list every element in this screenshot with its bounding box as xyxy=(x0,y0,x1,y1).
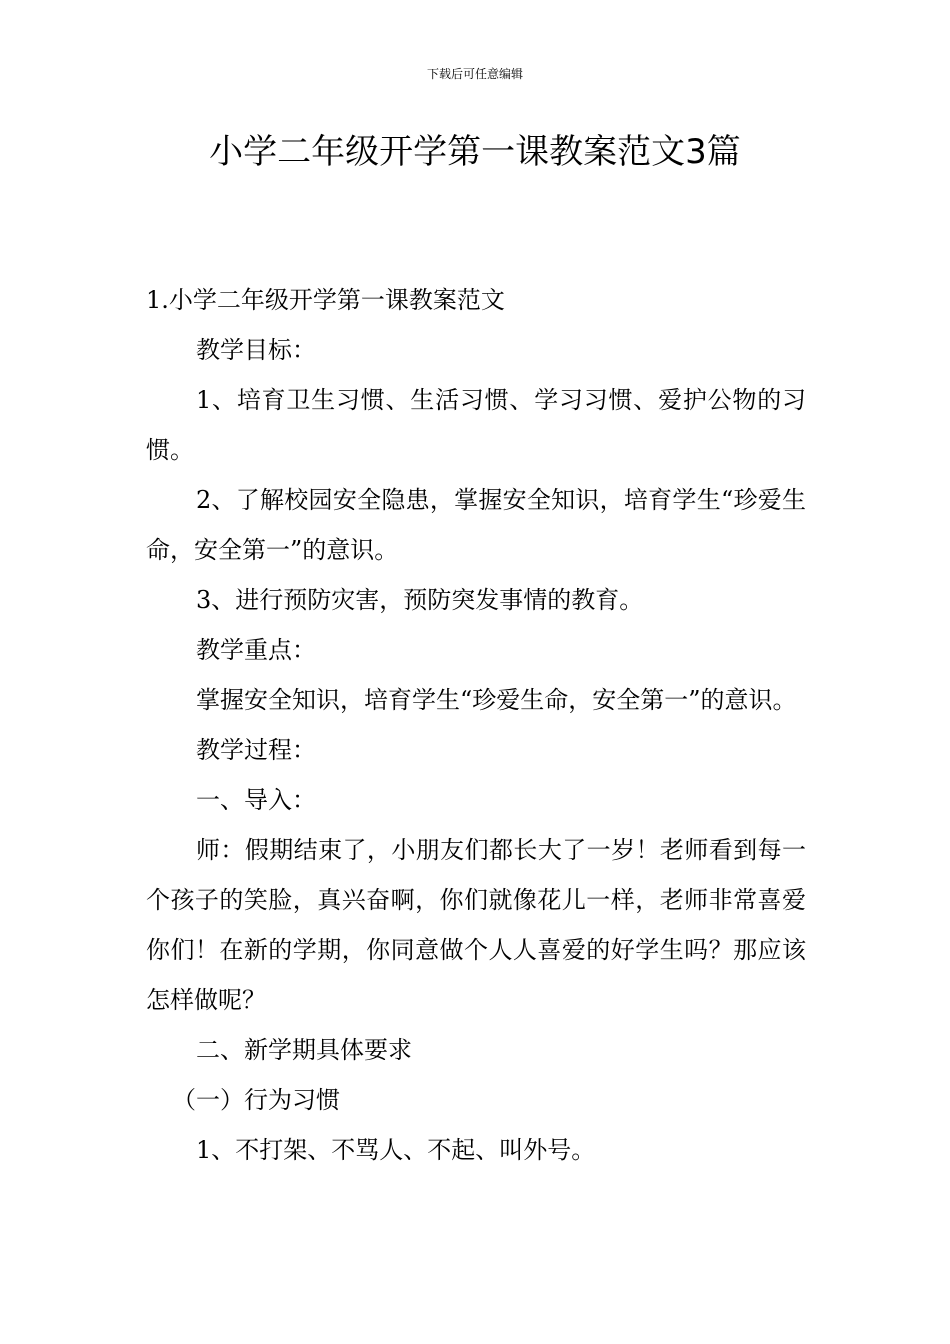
document-title: 小学二年级开学第一课教案范文3篇 xyxy=(209,132,741,172)
document-body xyxy=(146,275,806,1175)
paragraph: 1、不打架、不骂人、不起、叫外号。 xyxy=(196,1136,596,1164)
paragraph: 教学过程： xyxy=(196,736,316,764)
paragraph: 教学目标： xyxy=(196,336,316,364)
page-header-note: 下载后可任意编辑 xyxy=(426,67,523,81)
paragraph: 一、导入： xyxy=(196,786,316,814)
paragraph: 二、新学期具体要求 xyxy=(196,1036,412,1064)
paragraph: 2、了解校园安全隐患，掌握安全知识，培育学生“珍爱生命，安全第一”的意识。 xyxy=(146,486,806,564)
paragraph: 3、进行预防灾害，预防突发事情的教育。 xyxy=(196,586,644,614)
paragraph: 掌握安全知识，培育学生“珍爱生命，安全第一”的意识。 xyxy=(196,686,797,714)
paragraph: 师：假期结束了，小朋友们都长大了一岁！老师看到每一个孩子的笑脸，真兴奋啊，你们就像花儿一样，老师非常喜爱你们！在新的学期，你同意做个人人喜爱的好学生吗？那应该怎样做呢？ xyxy=(146,836,806,1014)
section-heading: 1.小学二年级开学第一课教案范文 xyxy=(146,286,505,314)
paragraph: （一）行为习惯 xyxy=(172,1086,340,1114)
paragraph: 教学重点： xyxy=(196,636,316,664)
paragraph: 1、培育卫生习惯、生活习惯、学习习惯、爱护公物的习惯。 xyxy=(146,386,806,464)
